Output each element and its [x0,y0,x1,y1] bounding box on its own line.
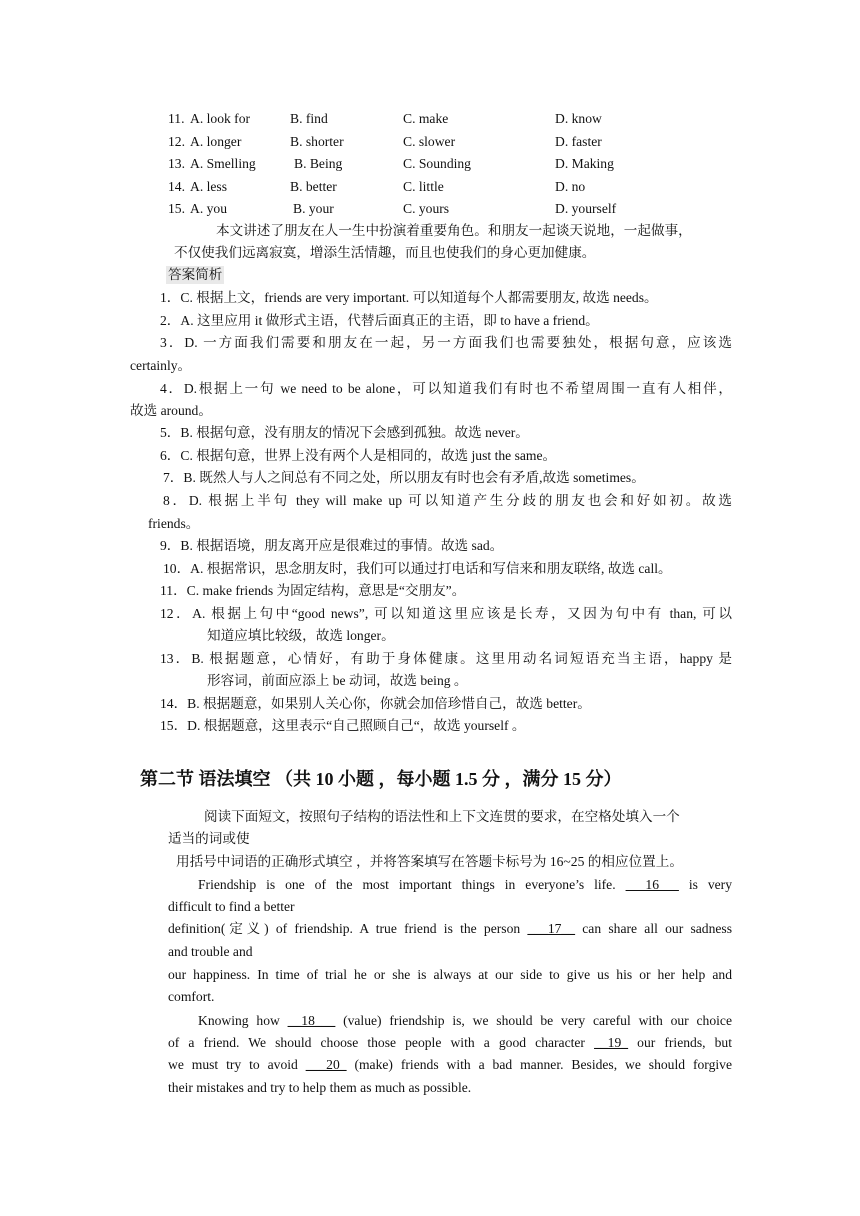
summary-line: 本文讲述了朋友在人一生中扮演着重要角色。和朋友一起谈天说地，一起做事， [216,223,692,238]
instruction-line: 用括号中词语的正确形式填空 ，并将答案填写在答题卡标号为 16~25 的相应位置上。 [176,854,683,869]
option-c: C. slower [403,134,456,149]
answer-item: certainly。 [130,358,192,373]
passage-line: our happiness. In time of trial he or she is always at our side to give us his or her help and [168,967,732,982]
option-a: A. you [190,201,228,216]
passage-line: and trouble and [168,944,253,959]
answer-item: 14．B. 根据题意，如果别人关心你，你就会加倍珍惜自己，故选 better。 [160,696,591,711]
blank-16: 16 [625,877,679,892]
passage-line [168,1034,732,1052]
passage-text: of a friend. We should choose those people with a good character [168,1035,585,1050]
answer-item: 4．D.根据上一句 we need to be alone，可以知道我们有时也不希望周围一直有人相伴， [160,381,732,396]
option-a: A. longer [190,134,242,149]
answer-item: 15．D. 根据题意，这里表示“自己照顾自己“，故选 yourself 。 [160,718,526,733]
answer-item: 6．C. 根据句意，世界上没有两个人是相同的，故选 just the same。 [160,448,557,463]
answer-item: 形容词，前面应添上 be 动词，故选 being 。 [207,673,468,688]
passage-line [168,1056,732,1074]
option-d: D. Making [555,156,614,171]
option-b: B. your [293,201,334,216]
answer-item: 11．C. make friends 为固定结构，意思是“交朋友”。 [160,583,466,598]
answer-item: 10．A. 根据常识，思念朋友时，我们可以通过打电话和写信来和朋友联络, 故选 call。 [163,561,672,576]
blank-18: __18___ [287,1013,336,1028]
option-number: 12. [168,134,185,149]
option-c: C. Sounding [403,156,471,171]
passage-line: comfort. [168,989,215,1004]
blank-17: ___17__ [527,921,576,936]
option-c: C. make [403,111,449,126]
option-number: 11. [168,111,185,126]
option-d: D. yourself [555,201,617,216]
option-number: 13. [168,156,185,171]
option-a: A. look for [190,111,251,126]
answer-item: 12．A. 根据上句中“good news”, 可以知道这里应该是长寿，又因为句中有 than, 可以 [160,606,732,621]
instruction-line: 适当的词或使 [168,831,250,846]
passage-text: can share all our sadness [582,921,733,936]
option-d: D. faster [555,134,602,149]
passage-text: we must try to avoid [168,1057,298,1072]
answer-item: 知道应填比较级，故选 longer。 [207,628,395,643]
passage-line [168,920,732,938]
answer-item: 9．B. 根据语境，朋友离开应是很难过的事情。故选 sad。 [160,538,504,553]
passage-text: (value) friendship is, we should be very careful with our choice [343,1013,732,1028]
passage-text: is very [688,877,732,892]
answer-item: friends。 [148,516,200,531]
blank-20: ___20_ [305,1057,347,1072]
passage-text: (make) friends with a bad manner. Besides, we should forgive [354,1057,732,1072]
option-d: D. know [555,111,602,126]
answer-item: 5．B. 根据句意，没有朋友的情况下会感到孤独。故选 never。 [160,425,529,440]
answer-item: 1．C. 根据上文，friends are very important. 可以知道每个人都需要朋友, 故选 needs。 [160,290,658,305]
answer-header: 答案简析 [168,267,223,282]
option-b: B. shorter [290,134,344,149]
summary-line: 不仅使我们远离寂寞，增添生活情趣，而且也使我们的身心更加健康。 [174,245,596,260]
passage-text: Friendship is one of the most important things in everyone’s life. [198,877,616,892]
option-b: B. Being [294,156,343,171]
passage-line [198,1012,732,1030]
option-c: C. little [403,179,444,194]
answer-item: 故选 around。 [130,403,212,418]
answer-item: 8．D. 根据上半句 they will make up 可以知道产生分歧的朋友也会和好如初。故选 [163,493,732,508]
passage-line: difficult to find a better [168,899,295,914]
option-d: D. no [555,179,586,194]
option-c: C. yours [403,201,450,216]
option-number: 15. [168,201,185,216]
answer-item: 7．B. 既然人与人之间总有不同之处，所以朋友有时也会有矛盾,故选 sometimes。 [163,470,645,485]
passage-text: our friends, but [637,1035,732,1050]
option-a: A. Smelling [190,156,256,171]
option-number: 14. [168,179,185,194]
option-a: A. less [190,179,228,194]
passage-text: Knowing how [198,1013,280,1028]
option-b: B. find [290,111,328,126]
answer-item: 13．B. 根据题意，心情好，有助于身体健康。这里用动名词短语充当主语，happy 是 [160,651,732,666]
passage-text: definition(定义) of friendship. A true friend is the person [168,921,521,936]
passage-line: their mistakes and try to help them as much as possible. [168,1080,472,1095]
section-title: 第二节 语法填空 （共 10 小题 ，每小题 1.5 分 ，满分 15 分） [140,769,622,789]
answer-item: 3．D. 一方面我们需要和朋友在一起，另一方面我们也需要独处，根据句意，应该选 [160,335,732,350]
instruction-line: 阅读下面短文，按照句子结构的语法性和上下文连贯的要求，在空格处填入一个 [204,809,680,824]
option-b: B. better [290,179,337,194]
passage-line [198,876,732,894]
blank-19: __19_ [594,1035,629,1050]
answer-item: 2．A. 这里应用 it 做形式主语，代替后面真正的主语，即 to have a friend。 [160,313,599,328]
